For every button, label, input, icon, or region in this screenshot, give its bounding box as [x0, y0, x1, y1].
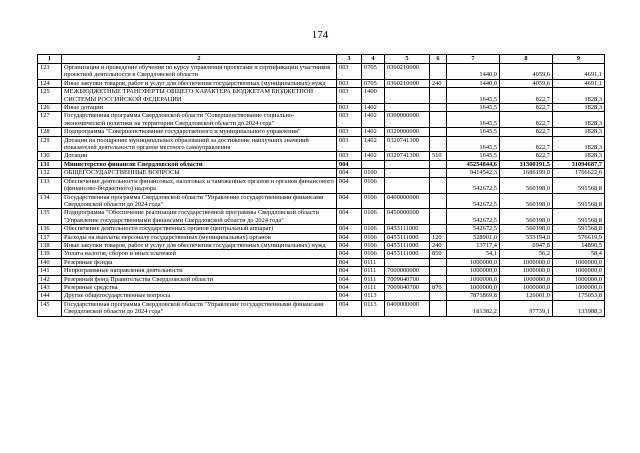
table-row: [38, 193, 605, 209]
amount-col7: 542672,5: [447, 225, 500, 233]
row-number: 143: [38, 283, 62, 291]
amount-col8: 4059,6: [500, 64, 553, 80]
table-row: [38, 104, 605, 112]
page-number: 174: [311, 29, 329, 41]
code-admin: 003: [337, 104, 362, 112]
row-name: Дотации: [62, 152, 337, 160]
amount-col9: 591568,8: [553, 209, 605, 225]
row-number: 140: [38, 258, 62, 266]
code-admin: 003: [337, 136, 362, 152]
amount-col9: 1828,3: [553, 128, 605, 136]
table-row: [38, 177, 605, 193]
code-target: 7000000000: [385, 267, 430, 275]
code-admin: 003: [337, 128, 362, 136]
amount-col8: 560198,0: [500, 193, 553, 209]
code-admin: 004: [337, 283, 362, 291]
code-section: 0106: [362, 241, 385, 249]
table-row: [38, 88, 605, 104]
row-number: 133: [38, 177, 62, 193]
amount-col8: 1686199,0: [500, 169, 553, 177]
code-section: 0106: [362, 250, 385, 258]
table-row: [38, 292, 605, 300]
table-body: [38, 64, 605, 317]
code-admin: 003: [337, 112, 362, 128]
amount-col9: 1000000,0: [553, 258, 605, 266]
code-expense-type: [430, 258, 447, 266]
amount-col7: 1645,5: [447, 128, 500, 136]
code-expense-type: 510: [430, 152, 447, 160]
amount-col8: 1000000,0: [500, 275, 553, 283]
code-section: 0106: [362, 225, 385, 233]
amount-col8: 31300191,5: [500, 160, 553, 168]
code-admin: 003: [337, 152, 362, 160]
row-number: 132: [38, 169, 62, 177]
code-admin: 003: [337, 64, 362, 80]
row-name: Организация и проведение обучения по курсу управления проектами и сертификации участников проектной деятельности в Свердловской области: [62, 64, 337, 80]
amount-col8: 4059,6: [500, 79, 553, 87]
row-number: 125: [38, 88, 62, 104]
amount-col9: 175053,8: [553, 292, 605, 300]
code-admin: 004: [337, 225, 362, 233]
amount-col9: 14890,5: [553, 241, 605, 249]
code-admin: 004: [337, 209, 362, 225]
code-admin: 004: [337, 169, 362, 177]
code-expense-type: 120: [430, 233, 447, 241]
amount-col8: 560198,0: [500, 209, 553, 225]
amount-col8: 822,7: [500, 128, 553, 136]
amount-col8: 1000000,0: [500, 283, 553, 291]
code-expense-type: [430, 300, 447, 316]
code-expense-type: [430, 225, 447, 233]
code-target: [385, 88, 430, 104]
code-target: 0453111000: [385, 233, 430, 241]
row-name: Резервные средства: [62, 283, 337, 291]
amount-col9: 591568,8: [553, 193, 605, 209]
code-expense-type: [430, 292, 447, 300]
table-row: [38, 233, 605, 241]
amount-col9: 31094687,7: [553, 160, 605, 168]
amount-col8: 822,7: [500, 112, 553, 128]
amount-col7: 1645,5: [447, 152, 500, 160]
header-cell: 8: [500, 55, 553, 64]
amount-col9: 1000000,0: [553, 275, 605, 283]
row-name: МЕЖБЮДЖЕТНЫЕ ТРАНСФЕРТЫ ОБЩЕГО ХАРАКТЕРА БЮДЖЕТАМ БЮДЖЕТНОЙ СИСТЕМЫ РОССИЙСКОЙ ФЕДЕРАЦИИ: [62, 88, 337, 104]
header-cell: 2: [62, 55, 337, 64]
row-name: Государственная программа Свердловской области "Управление государственными финансами Свердловской области до 2024 года": [62, 193, 337, 209]
row-number: 124: [38, 79, 62, 87]
row-name: Государственная программа Свердловской области "Совершенствование социально-экономической политики на территории Свердловской области до 2024 года": [62, 112, 337, 128]
row-name: Дотации на поощрение муниципальных образований за достижение наилучших значений показателей деятельности органов местного самоуправления: [62, 136, 337, 152]
amount-col7: 181382,2: [447, 300, 500, 316]
code-target: 0300000000: [385, 112, 430, 128]
row-number: 130: [38, 152, 62, 160]
amount-col8: 822,7: [500, 136, 553, 152]
row-number: 138: [38, 241, 62, 249]
amount-col8: 1000000,0: [500, 267, 553, 275]
code-admin: 004: [337, 160, 362, 168]
row-number: 141: [38, 267, 62, 275]
code-target: 7009040700: [385, 275, 430, 283]
code-target: [385, 177, 430, 193]
row-name: Иные закупки товаров, работ и услуг для обеспечения государственных (муниципальных) нужд: [62, 241, 337, 249]
row-name: Министерство финансов Свердловской области: [62, 160, 337, 168]
code-section: 1402: [362, 112, 385, 128]
code-section: 1402: [362, 136, 385, 152]
code-expense-type: 240: [430, 241, 447, 249]
amount-col7: 13717,4: [447, 241, 500, 249]
table-row: [38, 152, 605, 160]
code-target: 0450000000: [385, 209, 430, 225]
code-section: 0106: [362, 233, 385, 241]
row-number: 145: [38, 300, 62, 316]
row-number: 128: [38, 128, 62, 136]
row-name: Государственная программа Свердловской области "Управление государственными финансами Свердловской области до 2024 года": [62, 300, 337, 316]
code-expense-type: [430, 160, 447, 168]
code-expense-type: [430, 267, 447, 275]
header-cell: 3: [337, 55, 362, 64]
amount-col7: 528901,0: [447, 233, 500, 241]
code-target: 0360210000: [385, 64, 430, 80]
table-row: [38, 160, 605, 168]
row-number: 131: [38, 160, 62, 168]
table-row: [38, 169, 605, 177]
code-expense-type: [430, 136, 447, 152]
amount-col8: 56,2: [500, 250, 553, 258]
code-admin: 004: [337, 177, 362, 193]
code-section: 0113: [362, 292, 385, 300]
row-name: Иные дотации: [62, 104, 337, 112]
amount-col8: 126001,0: [500, 292, 553, 300]
row-name: Другие общегосударственные вопросы: [62, 292, 337, 300]
code-admin: 004: [337, 193, 362, 209]
amount-col7: 1645,5: [447, 104, 500, 112]
code-section: 0111: [362, 267, 385, 275]
amount-col7: 1440,0: [447, 64, 500, 80]
amount-col9: 591568,8: [553, 177, 605, 193]
table-row: [38, 275, 605, 283]
amount-col8: 560198,0: [500, 177, 553, 193]
row-number: 126: [38, 104, 62, 112]
row-name: Подпрограмма "Совершенствование государственного и муниципального управления": [62, 128, 337, 136]
amount-col9: 591568,8: [553, 225, 605, 233]
amount-col7: 1000000,0: [447, 275, 500, 283]
code-expense-type: [430, 275, 447, 283]
row-name: Непрограммные направления деятельности: [62, 267, 337, 275]
row-name: Подпрограмма "Обеспечение реализации государственной программы Свердловской области "Управление государственными финансами Свердловской области до 2024 года": [62, 209, 337, 225]
amount-col7: 54,1: [447, 250, 500, 258]
code-admin: 004: [337, 300, 362, 316]
row-number: 127: [38, 112, 62, 128]
amount-col7: 542672,5: [447, 177, 500, 193]
code-expense-type: [430, 169, 447, 177]
budget-table: [37, 54, 605, 317]
code-expense-type: [430, 104, 447, 112]
code-section: [362, 160, 385, 168]
table-row: [38, 136, 605, 152]
amount-col9: 133988,3: [553, 300, 605, 316]
code-expense-type: [430, 112, 447, 128]
row-number: 142: [38, 275, 62, 283]
amount-col9: 58,4: [553, 250, 605, 258]
code-target: 7009040700: [385, 283, 430, 291]
code-section: 1402: [362, 104, 385, 112]
header-cell: 6: [430, 55, 447, 64]
amount-col7: 1645,5: [447, 136, 500, 152]
code-section: 0111: [362, 258, 385, 266]
amount-col7: 542672,5: [447, 193, 500, 209]
code-section: 0113: [362, 300, 385, 316]
amount-col7: 1000000,0: [447, 267, 500, 275]
row-number: 137: [38, 233, 62, 241]
code-target: 0320741300: [385, 136, 430, 152]
header-cell: 4: [362, 55, 385, 64]
header-cell: 5: [385, 55, 430, 64]
amount-col7: 542672,5: [447, 209, 500, 225]
table-row: [38, 225, 605, 233]
header-cell: 9: [553, 55, 605, 64]
amount-col9: 1828,3: [553, 88, 605, 104]
table-row: [38, 267, 605, 275]
amount-col9: 4691,1: [553, 64, 605, 80]
code-target: [385, 258, 430, 266]
amount-col9: 1766622,6: [553, 169, 605, 177]
code-target: 0453111000: [385, 250, 430, 258]
code-section: 0106: [362, 177, 385, 193]
row-name: Уплата налогов, сборов и иных платежей: [62, 250, 337, 258]
header-cell: 1: [38, 55, 62, 64]
table-header-row: [38, 55, 605, 64]
row-name: Иные закупки товаров, работ и услуг для обеспечения государственных (муниципальных) нужд: [62, 79, 337, 87]
row-number: 129: [38, 136, 62, 152]
row-number: 135: [38, 209, 62, 225]
code-target: [385, 169, 430, 177]
table-row: [38, 283, 605, 291]
code-section: 0106: [362, 193, 385, 209]
amount-col9: 1000000,0: [553, 283, 605, 291]
code-admin: 004: [337, 292, 362, 300]
code-admin: 003: [337, 88, 362, 104]
table-row: [38, 300, 605, 316]
row-number: 136: [38, 225, 62, 233]
code-section: 0111: [362, 275, 385, 283]
table-row: [38, 79, 605, 87]
code-expense-type: [430, 128, 447, 136]
code-target: 0360210000: [385, 79, 430, 87]
code-admin: 004: [337, 258, 362, 266]
amount-col9: 1000000,0: [553, 267, 605, 275]
code-section: 1400: [362, 88, 385, 104]
amount-col8: 6947,8: [500, 241, 553, 249]
amount-col7: 45254844,6: [447, 160, 500, 168]
code-admin: 004: [337, 250, 362, 258]
row-name: Резервные фонды: [62, 258, 337, 266]
amount-col7: 1440,0: [447, 79, 500, 87]
code-admin: 004: [337, 275, 362, 283]
amount-col8: 822,7: [500, 104, 553, 112]
code-admin: 004: [337, 267, 362, 275]
row-name: Расходы на выплаты персоналу государственных (муниципальных) органов: [62, 233, 337, 241]
code-expense-type: [430, 209, 447, 225]
table-row: [38, 112, 605, 128]
amount-col8: 1000000,0: [500, 258, 553, 266]
code-target: 0400000000: [385, 193, 430, 209]
amount-col8: 822,7: [500, 88, 553, 104]
code-section: 0111: [362, 283, 385, 291]
row-number: 144: [38, 292, 62, 300]
amount-col8: 560198,0: [500, 225, 553, 233]
amount-col9: 4691,1: [553, 79, 605, 87]
amount-col8: 822,7: [500, 152, 553, 160]
row-name: Резервный фонд Правительства Свердловской области: [62, 275, 337, 283]
table-row: [38, 258, 605, 266]
code-target: 0453111000: [385, 241, 430, 249]
code-target: 0453111000: [385, 225, 430, 233]
code-target: 0320000000: [385, 128, 430, 136]
code-admin: 003: [337, 79, 362, 87]
code-section: 1402: [362, 128, 385, 136]
code-expense-type: 240: [430, 79, 447, 87]
row-number: 139: [38, 250, 62, 258]
code-target: [385, 160, 430, 168]
amount-col7: 1645,5: [447, 88, 500, 104]
amount-col7: 1000000,0: [447, 258, 500, 266]
row-name: ОБЩЕГОСУДАРСТВЕННЫЕ ВОПРОСЫ: [62, 169, 337, 177]
table-row: [38, 241, 605, 249]
code-target: [385, 104, 430, 112]
code-admin: 004: [337, 233, 362, 241]
amount-col9: 1828,3: [553, 136, 605, 152]
code-target: 0400000000: [385, 300, 430, 316]
header-cell: 7: [447, 55, 500, 64]
amount-col7: 7871869,8: [447, 292, 500, 300]
table-row: [38, 128, 605, 136]
row-number: 123: [38, 64, 62, 80]
table-row: [38, 64, 605, 80]
code-section: 0705: [362, 79, 385, 87]
code-expense-type: [430, 88, 447, 104]
amount-col7: 1645,5: [447, 112, 500, 128]
code-expense-type: 850: [430, 250, 447, 258]
amount-col9: 576619,9: [553, 233, 605, 241]
code-section: 0705: [362, 64, 385, 80]
amount-col8: 97739,1: [500, 300, 553, 316]
row-name: Обеспечение деятельности финансовых, налоговых и таможенных органов и органов финансового (финансово-бюджетного) надзора: [62, 177, 337, 193]
code-target: [385, 292, 430, 300]
amount-col7: 1000000,0: [447, 283, 500, 291]
code-expense-type: 870: [430, 283, 447, 291]
amount-col8: 553194,0: [500, 233, 553, 241]
row-name: Обеспечение деятельности государственных органов (центральный аппарат): [62, 225, 337, 233]
code-expense-type: [430, 193, 447, 209]
table-row: [38, 250, 605, 258]
code-expense-type: [430, 64, 447, 80]
code-section: 0106: [362, 209, 385, 225]
table-row: [38, 209, 605, 225]
code-expense-type: [430, 177, 447, 193]
amount-col9: 1828,3: [553, 104, 605, 112]
amount-col9: 1828,3: [553, 112, 605, 128]
code-section: 1402: [362, 152, 385, 160]
amount-col7: 9414542,3: [447, 169, 500, 177]
row-number: 134: [38, 193, 62, 209]
code-admin: 004: [337, 241, 362, 249]
code-target: 0320741300: [385, 152, 430, 160]
code-section: 0100: [362, 169, 385, 177]
amount-col9: 1828,3: [553, 152, 605, 160]
